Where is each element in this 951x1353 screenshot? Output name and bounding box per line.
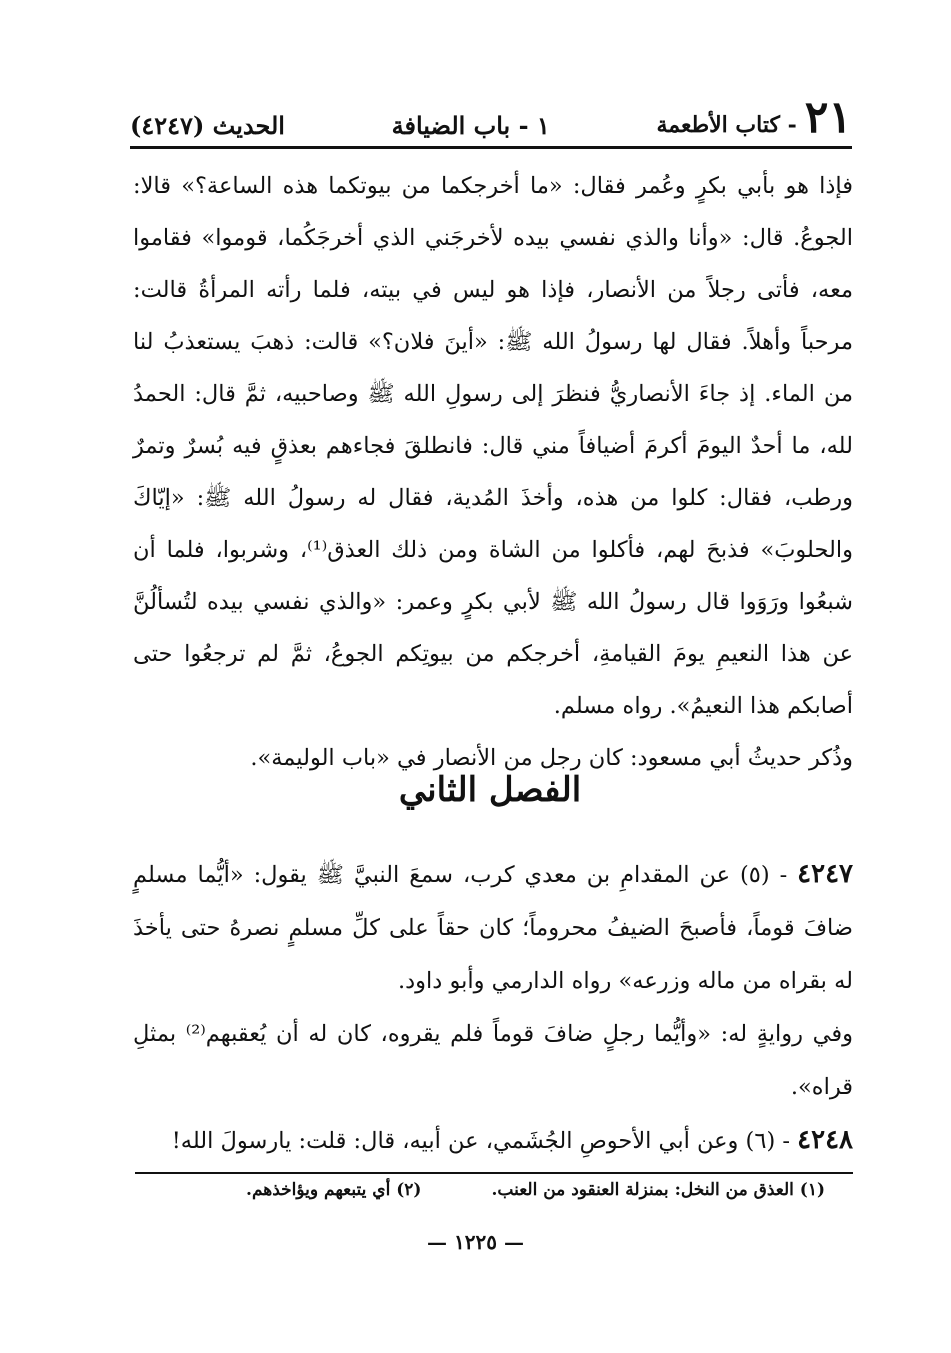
footnote-1: (١) العذق من النخل: بمنزلة العنقود من العنب.: [491, 1180, 825, 1200]
section-title: ١ - باب الضيافة: [391, 111, 550, 140]
chapter-title: - كتاب الأطعمة: [656, 112, 797, 138]
hadith-reference: الحديث (٤٢٤٧): [130, 111, 285, 140]
riwaya-paragraph: وفي روايةٍ له: «وأيُّما رجلٍ ضافَ قوماً فلم يقروه، كان له أن يُعقبهم⁽²⁾ بمثلِ قراه».: [133, 1021, 853, 1100]
hadith-number: ٤٢٤٨: [797, 1125, 853, 1155]
hadith-4247: [133, 848, 853, 1008]
paragraph-hadith-continuation: فإذا هو بأبي بكرٍ وعُمر فقال: «ما أخرجكما من بيوتكما هذه الساعة؟» قالا: الجوعُ. قال: «وأنا والذي نفسي بيده لأخرجَني الذي أخرجَكُما، قوموا» فقاموا معه، فأتى رجلاً من الأنصار، فإذا هو ليس في بيته، فلما رأته المرأةُ قالت: مرحباً وأهلاً. فقال لها رسولُ الله ﷺ: «أينَ فلان؟» قالت: ذهبَ يستعذبُ لنا من الماء. إذ جاءَ الأنصاريُّ فنظرَ إلى رسولِ الله ﷺ وصاحبيه، ثمَّ قال: الحمدُ لله، ما أحدٌ اليومَ أكرمَ أضيافاً مني قال: فانطلقَ فجاءهم بعذقٍ فيه بُسرٌ وتمرٌ ورطب، فقال: كلوا من هذه، وأخذَ المُدية، فقال له رسولُ الله ﷺ: «إيّاكَ والحلوبَ» فذبحَ لهم، فأكلوا من الشاة ومن ذلك العذق⁽¹⁾، وشربوا، فلما أن شبعُوا ورَوَوا قال رسولُ الله ﷺ لأبي بكرٍ وعمر: «والذي نفسي بيده لتُسألُنَّ عن هذا النعيمِ يومَ القيامةِ، أخرجكم من بيوتِكم الجوعُ، ثمَّ لم ترجعُوا حتى أصابكم هذا النعيمُ». رواه مسلم.: [133, 173, 853, 719]
chapter-number: ٢١: [804, 92, 852, 143]
footnote-divider: [135, 1172, 853, 1174]
chapter-heading: الفصل الثاني: [398, 770, 582, 810]
hadith-4248: [133, 1114, 853, 1168]
hadith-text: - (٥) عن المقدامِ بن معدي كرب، سمعَ النبيَّ ﷺ يقول: «أيُّما مسلمٍ ضافَ قوماً، فأصبحَ الضيفُ محروماً؛ كان حقاً على كلِّ مسلمٍ نصرهُ حتى يأخذَ له بقراه من ماله وزرعه» رواه الدارمي وأبو داود.: [133, 862, 853, 994]
page-number: — ١٢٢٥ —: [427, 1230, 524, 1254]
footnotes: [135, 1180, 855, 1200]
paragraph-note-abu-masud: وذُكر حديثُ أبي مسعود: كان رجل من الأنصار في «باب الوليمة».: [250, 745, 853, 771]
section-two-body: [133, 848, 853, 1168]
hadith-number: ٤٢٤٧: [797, 859, 854, 889]
footnote-2: (٢) أي يتبعهم ويؤاخذهم.: [246, 1180, 422, 1200]
section-one-body: [133, 160, 853, 784]
hadith-text: - (٦) وعن أبي الأحوصِ الجُشَمي، عن أبيه، قال: قلت: يارسولَ الله!: [171, 1128, 790, 1154]
chapter-label: [656, 92, 852, 143]
running-header: [130, 82, 852, 149]
